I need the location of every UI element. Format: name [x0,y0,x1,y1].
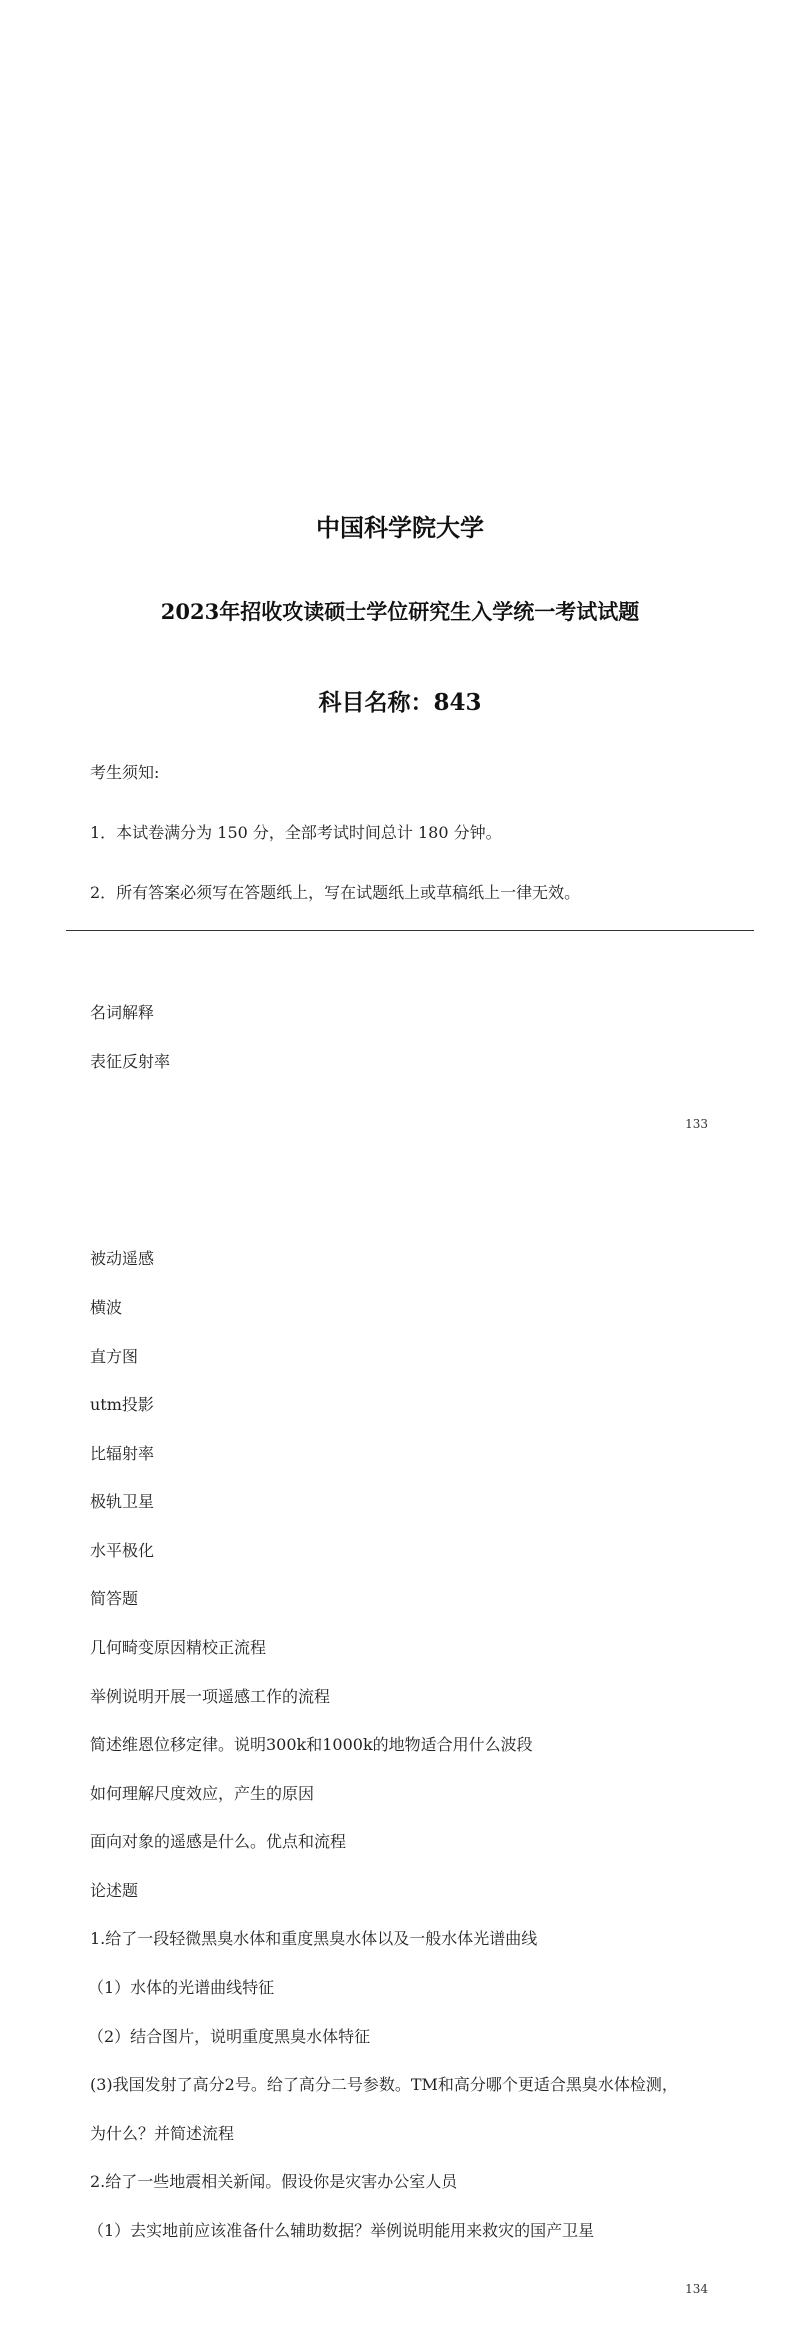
list-item: 直方图 [90,1347,139,1366]
divider-line [66,930,754,931]
exam-title: 2023年招收攻读硕士学位研究生入学统一考试试题 [160,599,640,624]
list-item: 2.给了一些地震相关新闻。假设你是灾害办公室人员 [90,2172,458,2191]
list-item: 极轨卫星 [90,1492,155,1511]
notice-item-1: 1．本试卷满分为 150 分，全部考试时间总计 180 分钟。 [90,823,502,842]
list-item: 如何理解尺度效应，产生的原因 [90,1784,315,1803]
list-item: （1）去实地前应该准备什么辅助数据？举例说明能用来救灾的国产卫星 [88,2221,595,2240]
list-item: 简述维恩位移定律。说明300k和1000k的地物适合用什么波段 [90,1735,533,1754]
list-item: 水平极化 [90,1541,155,1560]
subject-title: 科目名称：843 [318,689,482,716]
list-item: 表征反射率 [90,1052,171,1071]
list-item: 被动遥感 [90,1249,155,1268]
list-item: 为什么？并简述流程 [90,2124,235,2143]
section-heading-short-answer: 简答题 [90,1589,139,1608]
notice-heading: 考生须知: [90,763,160,782]
section-heading-terms: 名词解释 [90,1003,155,1022]
section-heading-essay: 论述题 [90,1881,139,1900]
list-item: utm投影 [90,1395,154,1414]
notice-item-2: 2．所有答案必须写在答题纸上，写在试题纸上或草稿纸上一律无效。 [90,883,581,902]
list-item: 几何畸变原因精校正流程 [90,1638,267,1657]
page-number: 134 [685,2282,708,2296]
list-item: （1）水体的光谱曲线特征 [88,1978,275,1997]
university-title: 中国科学院大学 [316,513,484,542]
list-item: 面向对象的遥感是什么。优点和流程 [90,1832,347,1851]
page-number: 133 [685,1117,708,1131]
list-item: 1.给了一段轻微黑臭水体和重度黑臭水体以及一般水体光谱曲线 [90,1929,538,1948]
list-item: （2）结合图片，说明重度黑臭水体特征 [88,2027,371,2046]
list-item: 比辐射率 [90,1444,155,1463]
list-item: 横波 [90,1298,123,1317]
list-item: 举例说明开展一项遥感工作的流程 [90,1687,331,1706]
list-item: (3)我国发射了高分2号。给了高分二号参数。TM和高分哪个更适合黑臭水体检测， [90,2075,678,2094]
